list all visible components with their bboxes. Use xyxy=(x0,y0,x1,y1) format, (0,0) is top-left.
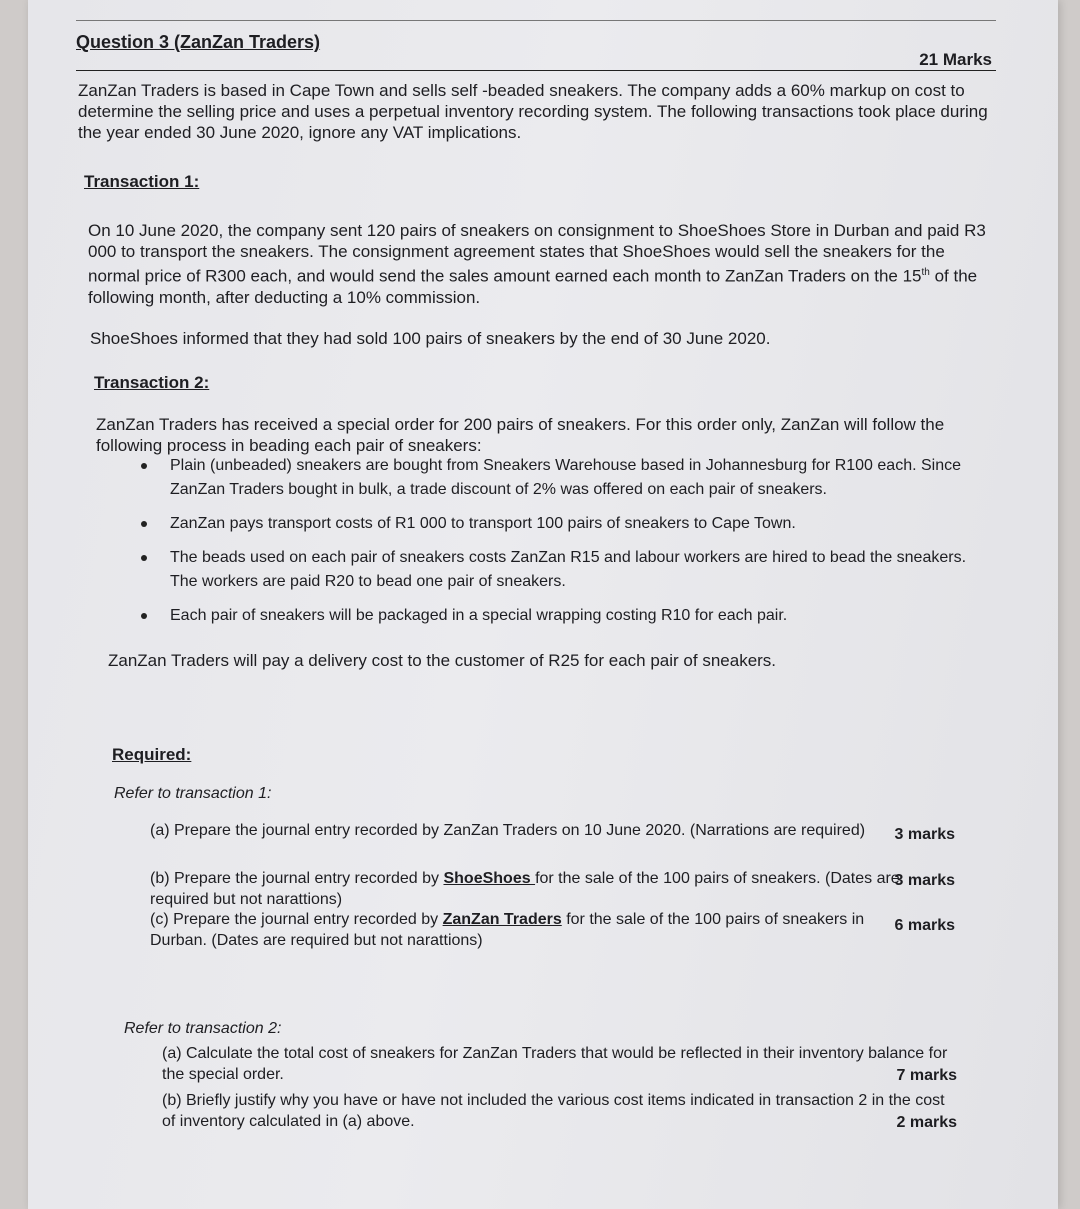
question-1a: (a) Prepare the journal entry recorded by ZanZan Traders on 10 June 2020. (Narrations are required) 3 marks xyxy=(150,822,955,843)
marks-2a: 7 marks xyxy=(896,1067,957,1084)
transaction2-bullet-list xyxy=(96,454,991,638)
delivery-cost-note: ZanZan Traders will pay a delivery cost to the customer of R25 for each pair of sneakers. xyxy=(108,651,777,670)
marks-2b: 2 marks xyxy=(896,1114,957,1131)
bullet-icon xyxy=(141,463,147,469)
question-title: Question 3 (ZanZan Traders) xyxy=(76,32,321,52)
bullet-icon xyxy=(141,613,147,619)
marks-1a: 3 marks xyxy=(894,826,955,843)
transaction1-heading: Transaction 1: xyxy=(84,172,200,191)
total-marks: 21 Marks xyxy=(919,50,992,69)
transaction1-sold-note: ShoeShoes informed that they had sold 100 pairs of sneakers by the end of 30 June 2020. xyxy=(90,329,771,348)
list-item: ZanZan pays transport costs of R1 000 to transport 100 pairs of sneakers to Cape Town. xyxy=(96,512,991,536)
bullet-icon xyxy=(141,521,147,527)
bullet-icon xyxy=(141,555,147,561)
transaction2-heading: Transaction 2: xyxy=(94,373,210,392)
question-header xyxy=(76,30,996,71)
exam-page xyxy=(28,0,1058,1209)
marks-1b: 3 marks xyxy=(894,872,955,889)
list-item: The beads used on each pair of sneakers costs ZanZan R15 and labour workers are hired to bead the sneakers. The workers are paid R20 to bead one pair of sneakers. xyxy=(96,546,991,594)
list-item: Plain (unbeaded) sneakers are bought from Sneakers Warehouse based in Johannesburg for R100 each. Since ZanZan Traders bought in bulk, a trade discount of 2% was offered on each pair of sneakers. xyxy=(96,454,991,502)
required-heading: Required: xyxy=(112,745,192,764)
refer-transaction1: Refer to transaction 1: xyxy=(114,785,272,802)
marks-1c: 6 marks xyxy=(894,917,955,934)
refer-transaction2: Refer to transaction 2: xyxy=(124,1020,282,1037)
question-1b: (b) Prepare the journal entry recorded by ShoeShoes for the sale of the 100 pairs of sneakers. (Dates are required but not narattions) 3 marks xyxy=(150,870,955,908)
list-item: Each pair of sneakers will be packaged in a special wrapping costing R10 for each pair. xyxy=(96,604,991,628)
intro-paragraph: ZanZan Traders is based in Cape Town and sells self -beaded sneakers. The company adds a 60% markup on cost to determine the selling price and uses a perpetual inventory recording system. The following transactions took place during the year ended 30 June 2020, ignore any VAT implications. xyxy=(78,81,988,142)
question-1c: (c) Prepare the journal entry recorded by ZanZan Traders for the sale of the 100 pairs of sneakers in Durban. (Dates are required but not narattions) 6 marks xyxy=(150,911,955,949)
question-2b: (b) Briefly justify why you have or have not included the various cost items indicated in transaction 2 in the cost of inventory calculated in (a) above. 2 marks xyxy=(162,1092,957,1131)
transaction1-paragraph: On 10 June 2020, the company sent 120 pairs of sneakers on consignment to ShoeShoes Store in Durban and paid R3 000 to transport the sneakers. The consignment agreement states that ShoeShoes would sell the sneakers for the normal price of R300 each, and would send the sales amount earned each month to ZanZan Traders on the 15th of the following month, after deducting a 10% commission. xyxy=(88,221,986,307)
question-2a: (a) Calculate the total cost of sneakers for ZanZan Traders that would be reflected in their inventory balance for the special order. 7 marks xyxy=(162,1045,957,1084)
top-rule xyxy=(76,20,996,21)
transaction2-intro: ZanZan Traders has received a special order for 200 pairs of sneakers. For this order only, ZanZan will follow the following process in beading each pair of sneakers: xyxy=(96,415,945,455)
